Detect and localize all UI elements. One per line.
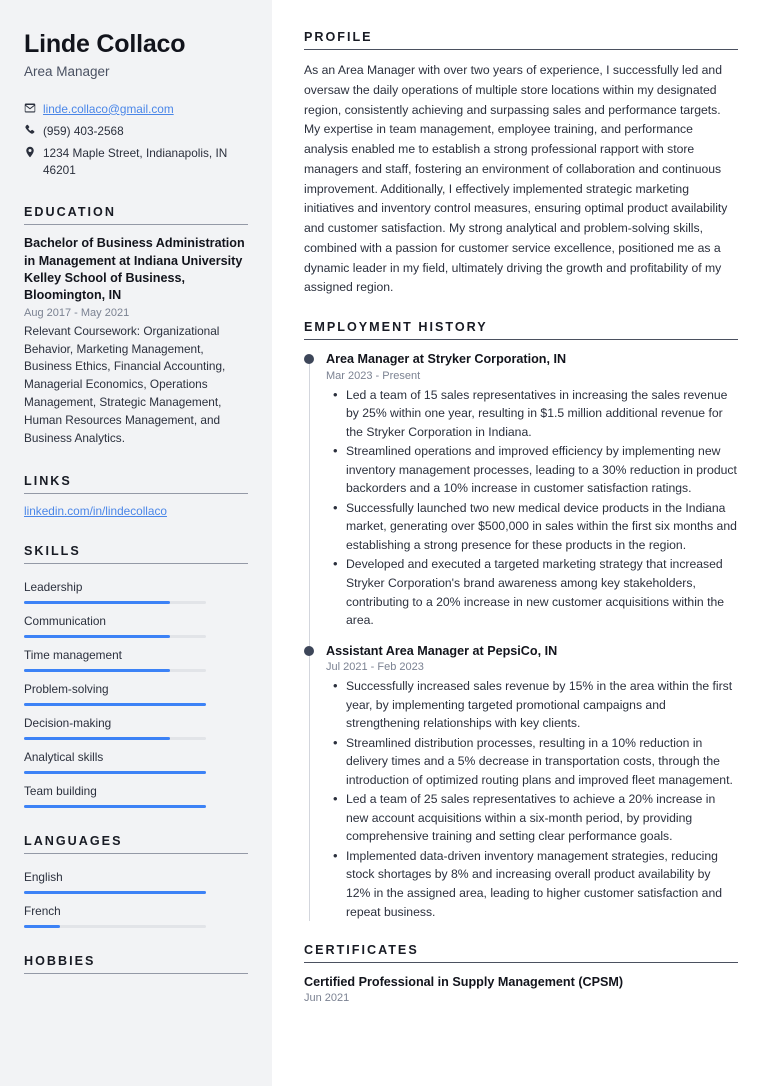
profile-rule (304, 49, 738, 50)
contact-phone (24, 123, 248, 140)
job-bullet: • Implemented data-driven inventory management strategies, reducing stock shortages by 8% and increasing overall product availability by 12% in the assigned area, leading to higher customer satisfaction and repeat business. (326, 847, 738, 921)
language-bar-track (24, 891, 206, 894)
skill-bar-fill (24, 635, 170, 638)
section-links (24, 474, 248, 518)
candidate-name: Linde Collaco (24, 30, 186, 58)
skill-item (24, 744, 248, 774)
skill-item (24, 778, 248, 808)
links-rule (24, 493, 248, 494)
employment-rule (304, 339, 738, 340)
skill-bar-fill (24, 703, 206, 706)
skills-heading: SKILLS (24, 544, 81, 559)
skill-item (24, 642, 248, 672)
job-entry (326, 643, 738, 921)
contact-list (24, 101, 248, 179)
link-linkedin[interactable]: linkedin.com/in/lindecollaco (24, 504, 167, 519)
job-role: Area Manager at Stryker Corporation, IN (326, 352, 567, 367)
job-bullets (326, 386, 738, 630)
skill-bar-track (24, 703, 206, 706)
address-text: 1234 Maple Street, Indianapolis, IN 46201 (43, 145, 228, 178)
skill-bar-track (24, 771, 206, 774)
skill-label: Communication (24, 614, 106, 629)
candidate-job-title: Area Manager (24, 63, 110, 79)
job-date: Mar 2023 - Present (326, 369, 421, 382)
section-languages (24, 834, 248, 928)
language-item (24, 864, 248, 894)
job-bullet: • Successfully launched two new medical device products in the Indiana market, generating over $500,000 in sales within the first six months and establishing a strong presence for these products in the region. (326, 499, 738, 555)
skill-bar-fill (24, 771, 206, 774)
section-hobbies (24, 954, 248, 974)
skills-list (24, 574, 248, 808)
skill-item (24, 608, 248, 638)
language-label: French (24, 904, 61, 919)
email-link[interactable]: linde.collaco@gmail.com (43, 101, 174, 116)
language-bar-fill (24, 925, 60, 928)
job-entry (326, 351, 738, 629)
skill-label: Time management (24, 648, 122, 663)
employment-timeline (304, 351, 738, 921)
skill-bar-fill (24, 669, 170, 672)
education-description: Relevant Coursework: Organizational Behavior, Marketing Management, Business Ethics, Financial Accounting, Managerial Economics, Operations Management, Strategic Management, Human Resources Management, and Business Analytics. (24, 323, 226, 446)
job-bullet: • Developed and executed a targeted marketing strategy that increased Stryker Corporation's brand awareness among key stakeholders, contributing to a 20% increase in new customer acquisitions within the area. (326, 555, 738, 629)
timeline-dot-icon (304, 354, 314, 364)
skill-bar-track (24, 601, 206, 604)
certificates-rule (304, 962, 738, 963)
education-rule (24, 224, 248, 225)
links-heading: LINKS (24, 474, 72, 489)
education-date: Aug 2017 - May 2021 (24, 306, 130, 319)
contact-email[interactable] (24, 101, 248, 118)
job-role: Assistant Area Manager at PepsiCo, IN (326, 643, 558, 658)
certificate-entry (304, 974, 738, 1004)
certificate-title: Certified Professional in Supply Management (CPSM) (304, 975, 624, 990)
skill-item (24, 710, 248, 740)
job-date: Jul 2021 - Feb 2023 (326, 661, 424, 674)
hobbies-heading: HOBBIES (24, 954, 96, 969)
map-pin-icon (24, 145, 43, 158)
profile-text: As an Area Manager with over two years of experience, I successfully led and oversaw the daily operations of multiple store locations within my designated region, consistently achieving and surpassing sales and performance targets. My expertise in team management, employee training, and performance analysis enabled me to establish a strong professional rapport with store managers and staff, fostering an environment of collaboration and continuous improvement. Additionally, I effectively implemented strategic marketing initiatives and inventory control measures, ensuring optimal product availability and customer satisfaction. My strong analytical and problem-solving skills, combined with a passion for customer service excellence, positioned me as a dynamic leader in my field, ultimately driving the growth and profitability of my assigned region. (304, 63, 728, 295)
profile-heading: PROFILE (304, 30, 373, 44)
envelope-icon (24, 101, 43, 114)
section-employment-history (304, 320, 738, 921)
section-profile (304, 30, 738, 298)
phone-text: (959) 403-2568 (43, 123, 124, 138)
language-item (24, 898, 248, 928)
skill-item (24, 676, 248, 706)
job-bullet: • Led a team of 15 sales representatives in increasing the sales revenue by 25% within one year, resulting in $1.5 million additional revenue for the Stryker Corporation in Indiana. (326, 386, 738, 442)
hobbies-rule (24, 973, 248, 974)
skill-label: Leadership (24, 580, 83, 595)
timeline-dot-icon (304, 646, 314, 656)
job-bullet: • Successfully increased sales revenue by 15% in the area within the first year, by implementing targeted promotional campaigns and strengthening relationships with key clients. (326, 677, 738, 733)
language-label: English (24, 870, 63, 885)
languages-heading: LANGUAGES (24, 834, 123, 849)
skill-bar-fill (24, 805, 206, 808)
skill-bar-track (24, 737, 206, 740)
skill-bar-track (24, 805, 206, 808)
employment-heading: EMPLOYMENT HISTORY (304, 320, 488, 335)
job-bullet: • Streamlined operations and improved efficiency by implementing new inventory management processes, leading to a 30% reduction in product backorders and a 10% increase in customer satisfaction ratings. (326, 442, 738, 498)
education-degree: Bachelor of Business Administration in Management at Indiana University Kelley School of Business, Bloomington, IN (24, 236, 245, 303)
sidebar (0, 0, 272, 1086)
certificate-date: Jun 2021 (304, 992, 350, 1005)
job-bullet: • Streamlined distribution processes, resulting in a 10% reduction in delivery times and a 5% decrease in transportation costs, through the introduction of optimized routing plans and improved fleet management. (326, 734, 738, 790)
skill-bar-fill (24, 737, 170, 740)
section-education (24, 205, 248, 448)
skill-bar-fill (24, 601, 170, 604)
phone-icon (24, 123, 43, 136)
language-bar-fill (24, 891, 206, 894)
skill-label: Team building (24, 784, 97, 799)
skill-bar-track (24, 635, 206, 638)
certificates-heading: CERTIFICATES (304, 943, 419, 958)
section-skills (24, 544, 248, 808)
skills-rule (24, 563, 248, 564)
skill-item (24, 574, 248, 604)
job-bullet: • Led a team of 25 sales representatives to achieve a 20% increase in new account acquisitions within a six-month period, by providing comprehensive training and setting clear performance goals. (326, 790, 738, 846)
main-column (272, 0, 768, 1086)
languages-rule (24, 853, 248, 854)
skill-label: Problem-solving (24, 682, 109, 697)
education-heading: EDUCATION (24, 205, 116, 220)
skill-label: Analytical skills (24, 750, 104, 765)
language-bar-track (24, 925, 206, 928)
skill-bar-track (24, 669, 206, 672)
contact-address (24, 145, 248, 179)
languages-list (24, 864, 248, 928)
skill-label: Decision-making (24, 716, 112, 731)
section-certificates (304, 943, 738, 1004)
job-bullets (326, 677, 738, 921)
